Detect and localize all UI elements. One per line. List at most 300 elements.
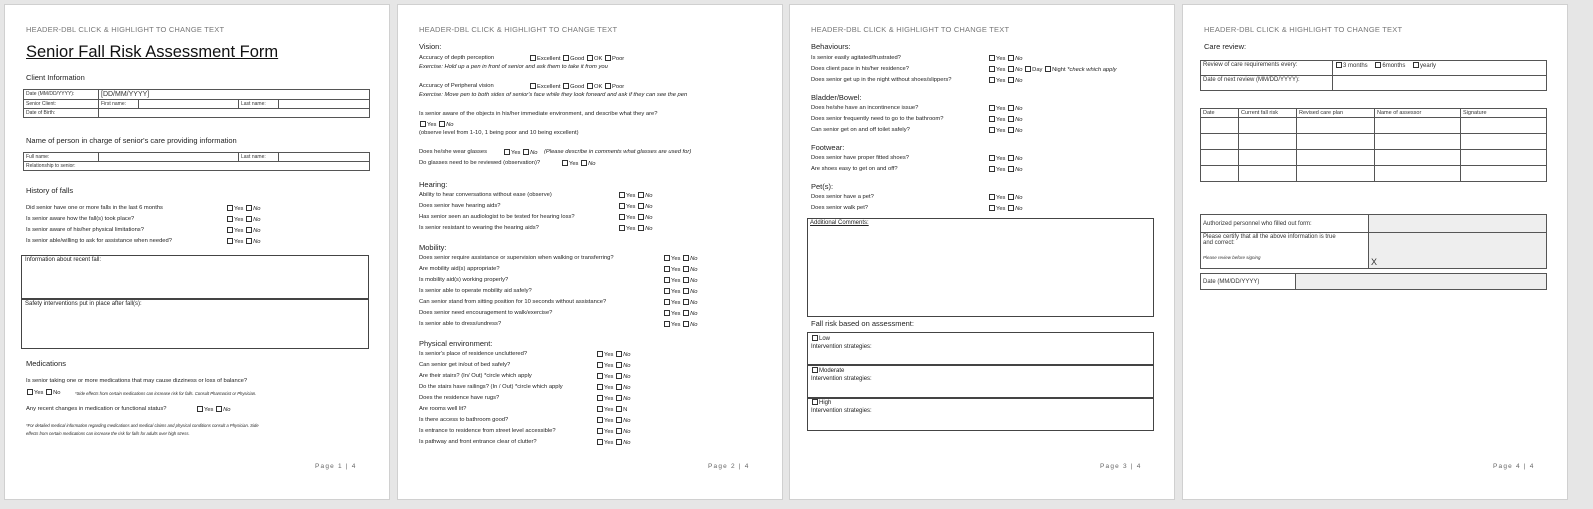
footwear-heading: Footwear:: [811, 143, 845, 152]
yes-label: Yes: [996, 128, 1006, 134]
no-label: No: [623, 429, 631, 435]
yn-group: [618, 203, 653, 210]
no-checkbox[interactable]: [683, 310, 689, 316]
no-checkbox[interactable]: [1008, 155, 1014, 161]
yn-group: [618, 192, 653, 199]
date-field[interactable]: [1296, 274, 1547, 290]
no-checkbox[interactable]: [439, 121, 445, 127]
care-review-heading: Care review:: [1204, 42, 1247, 51]
yes-checkbox[interactable]: [197, 406, 203, 412]
yes-label: Yes: [996, 78, 1006, 84]
yes-label: Yes: [569, 161, 579, 167]
no-label: No: [645, 226, 653, 232]
cell[interactable]: [1201, 118, 1239, 134]
no-checkbox[interactable]: [616, 373, 622, 379]
bladder-q2: Does senior frequently need to go to the bathroom?: [811, 116, 944, 122]
no-checkbox[interactable]: [216, 406, 222, 412]
periph-exercise: Exercise: Move pen to both sides of senior's face while they look forward and ask if they can see the pen: [419, 92, 688, 98]
no-label: N: [623, 407, 628, 413]
yes-checkbox[interactable]: [989, 77, 995, 83]
yes-checkbox[interactable]: [989, 194, 995, 200]
physical-q3: Are their stairs? (In/ Out) *circle which apply: [419, 373, 532, 379]
yes-checkbox[interactable]: [664, 288, 670, 294]
cell[interactable]: [1461, 118, 1547, 134]
yes-label: Yes: [996, 206, 1006, 212]
yes-checkbox[interactable]: [989, 105, 995, 111]
certify-cell: [1201, 233, 1369, 269]
auth-label: Authorized personnel who filled out form:: [1201, 215, 1369, 233]
header-text[interactable]: HEADER-DBL CLICK & HIGHLIGHT TO CHANGE TEXT: [1204, 25, 1403, 34]
cell[interactable]: [1297, 150, 1375, 166]
low-interv-label: Intervention strategies:: [811, 344, 872, 350]
comments-box[interactable]: [807, 218, 1154, 317]
observe-note: (observe level from 1-10, 1 being poor and 10 being excellent): [419, 130, 579, 136]
page-number: Page 2 | 4: [708, 463, 750, 470]
cell[interactable]: [1375, 166, 1461, 182]
yes-checkbox[interactable]: [597, 373, 603, 379]
cell[interactable]: [1239, 134, 1297, 150]
night-checkbox[interactable]: [1045, 66, 1051, 72]
cell[interactable]: [1201, 150, 1239, 166]
page-number: Page 3 | 4: [1100, 463, 1142, 470]
yes-checkbox[interactable]: [664, 255, 670, 261]
cell[interactable]: [1375, 134, 1461, 150]
review-every-label: Review of care requirements every:: [1201, 61, 1333, 76]
beh-q2: Does client pace in his/her residence?: [811, 66, 909, 72]
yes-label: Yes: [604, 374, 614, 380]
signature-x: X: [1371, 257, 1378, 267]
no-label: No: [223, 407, 231, 413]
auth-field[interactable]: [1369, 215, 1547, 233]
next-review-field[interactable]: [1333, 76, 1547, 91]
6-months-label: 6months: [1382, 63, 1406, 69]
yes-checkbox[interactable]: [597, 439, 603, 445]
page-4: [1182, 4, 1568, 500]
physical-q8: Is entrance to residence from street level accessible?: [419, 428, 556, 434]
dob-label: Date of Birth:: [24, 109, 99, 118]
yes-label: Yes: [604, 407, 614, 413]
review-table: [1200, 60, 1547, 91]
no-label: No: [690, 267, 698, 273]
yn-group: [618, 214, 653, 221]
no-checkbox[interactable]: [246, 205, 252, 211]
yes-checkbox[interactable]: [619, 203, 625, 209]
no-checkbox[interactable]: [638, 214, 644, 220]
history-q1: Did senior have one or more falls in the last 6 months: [26, 205, 163, 211]
physical-q7: Is there access to bathroom good?: [419, 417, 509, 423]
glasses-review-yn: [561, 160, 596, 167]
hearing-heading: Hearing:: [419, 180, 448, 189]
footnote-line-2: effects from certain medications can increase the risk for falls for adults over high stress.: [26, 431, 190, 436]
periph-question: Accuracy of Peripheral vision: [419, 83, 494, 89]
yes-label: Yes: [604, 352, 614, 358]
bladder-q3: Can senior get on and off toilet safely?: [811, 127, 910, 133]
yes-label: Yes: [671, 278, 681, 284]
physical-heading: Physical environment:: [419, 339, 493, 348]
no-checkbox[interactable]: [1008, 205, 1014, 211]
yes-label: Yes: [604, 385, 614, 391]
poor-checkbox[interactable]: [605, 83, 611, 89]
no-checkbox[interactable]: [616, 406, 622, 412]
yn-group: [988, 194, 1023, 201]
3-months-label: 3 months: [1343, 63, 1368, 69]
med-q1-yn: [26, 389, 61, 396]
aware-objects-question: Is senior aware of the objects in his/her immediate environment, and describe what they are?: [419, 111, 658, 117]
col-name-of-assessor: Name of assessor: [1375, 109, 1461, 118]
person-table: [23, 152, 370, 171]
yes-checkbox[interactable]: [420, 121, 426, 127]
yes-label: Yes: [996, 156, 1006, 162]
last-name-field-2[interactable]: [279, 153, 370, 162]
yn-group: [663, 255, 698, 262]
yes-label: Yes: [234, 217, 244, 223]
yes-checkbox[interactable]: [664, 310, 670, 316]
yn-group: [663, 310, 698, 317]
yes-checkbox[interactable]: [989, 166, 995, 172]
excellent-checkbox[interactable]: [530, 55, 536, 61]
no-checkbox[interactable]: [638, 203, 644, 209]
yn-group: [663, 321, 698, 328]
date-label: Date (MM/DD/YYYY): [1201, 274, 1296, 290]
no-checkbox[interactable]: [683, 277, 689, 283]
history-heading: History of falls: [26, 186, 74, 195]
yes-label: Yes: [604, 396, 614, 402]
no-label: No: [1015, 195, 1023, 201]
yes-checkbox[interactable]: [597, 406, 603, 412]
check-apply-note: *check which apply: [1067, 67, 1117, 73]
footnote-line-1: *For detailed medical information regarding medications and medical claims and physical conditions consult a Physician. Side: [26, 423, 259, 428]
moderate-checkbox[interactable]: [812, 367, 818, 373]
no-checkbox[interactable]: [581, 160, 587, 166]
no-checkbox[interactable]: [616, 417, 622, 423]
yn-group: [226, 227, 261, 234]
low-risk-option: [811, 335, 830, 342]
no-label: No: [253, 217, 261, 223]
low-checkbox[interactable]: [812, 335, 818, 341]
yes-label: Yes: [671, 311, 681, 317]
no-checkbox[interactable]: [616, 395, 622, 401]
signature-field[interactable]: [1369, 233, 1547, 269]
yes-checkbox[interactable]: [562, 160, 568, 166]
yes-checkbox[interactable]: [989, 205, 995, 211]
yes-checkbox[interactable]: [619, 192, 625, 198]
no-label: No: [1015, 117, 1023, 123]
physical-q4: Do the stairs have railings? (In / Out) *circle which apply: [419, 384, 563, 390]
poor-label: Poor: [611, 56, 625, 62]
next-review-label: Date of next review (MM/DD/YYYY):: [1201, 76, 1333, 91]
no-checkbox[interactable]: [638, 192, 644, 198]
6-months-checkbox[interactable]: [1375, 62, 1381, 68]
yes-checkbox[interactable]: [227, 205, 233, 211]
yes-checkbox[interactable]: [27, 389, 33, 395]
yn-group: [226, 238, 261, 245]
yes-checkbox[interactable]: [597, 351, 603, 357]
day-checkbox[interactable]: [1025, 66, 1031, 72]
no-label: No: [690, 300, 698, 306]
med-q2-yn: [196, 406, 231, 413]
col-date: Date: [1201, 109, 1239, 118]
moderate-interv-label: Intervention strategies:: [811, 376, 872, 382]
no-checkbox[interactable]: [246, 227, 252, 233]
no-label: No: [690, 256, 698, 262]
cell[interactable]: [1239, 118, 1297, 134]
yn-group: [988, 55, 1023, 62]
mobility-q1: Does senior require assistance or supervision when walking or transferring?: [419, 255, 614, 261]
yes-label: Yes: [996, 117, 1006, 123]
yes-checkbox[interactable]: [664, 266, 670, 272]
no-checkbox[interactable]: [616, 384, 622, 390]
mobility-q6: Does senior need encouragement to walk/exercise?: [419, 310, 553, 316]
no-label: No: [53, 390, 61, 396]
date-table: [1200, 273, 1547, 290]
no-checkbox[interactable]: [616, 351, 622, 357]
table-row: [1201, 118, 1547, 134]
yes-checkbox[interactable]: [989, 127, 995, 133]
yearly-label: yearly: [1420, 63, 1437, 69]
no-checkbox[interactable]: [683, 266, 689, 272]
certify-line-1: Please certify that all the above information is true: [1203, 234, 1336, 240]
yes-label: Yes: [604, 363, 614, 369]
yes-label: Yes: [671, 267, 681, 273]
ok-checkbox[interactable]: [587, 83, 593, 89]
bladder-heading: Bladder/Bowel:: [811, 93, 862, 102]
pets-heading: Pet(s):: [811, 182, 834, 191]
yes-checkbox[interactable]: [597, 395, 603, 401]
yes-label: Yes: [996, 195, 1006, 201]
cell[interactable]: [1239, 166, 1297, 182]
3-months-checkbox[interactable]: [1336, 62, 1342, 68]
no-checkbox[interactable]: [638, 225, 644, 231]
table-row: [1201, 150, 1547, 166]
good-label: Good: [570, 56, 585, 62]
good-label: Good: [570, 84, 585, 90]
no-checkbox[interactable]: [616, 439, 622, 445]
no-label: No: [446, 122, 454, 128]
no-checkbox[interactable]: [1008, 194, 1014, 200]
safety-label: Safety interventions put in place after fall(s):: [25, 301, 142, 307]
no-checkbox[interactable]: [1008, 66, 1014, 72]
no-label: No: [1015, 106, 1023, 112]
yes-label: Yes: [671, 256, 681, 262]
cell[interactable]: [1461, 150, 1547, 166]
no-checkbox[interactable]: [1008, 55, 1014, 61]
page-number: Page 1 | 4: [315, 463, 357, 470]
yes-checkbox[interactable]: [989, 116, 995, 122]
no-label: No: [690, 322, 698, 328]
no-checkbox[interactable]: [683, 288, 689, 294]
yn-group: [596, 395, 631, 402]
yes-label: Yes: [996, 56, 1006, 62]
yn-group: [988, 166, 1023, 173]
high-label: High: [819, 400, 832, 406]
no-label: No: [1015, 56, 1023, 62]
yes-checkbox[interactable]: [664, 277, 670, 283]
yn-group: [988, 205, 1023, 212]
aware-objects-yn: [419, 121, 454, 128]
cell[interactable]: [1375, 150, 1461, 166]
full-name-field[interactable]: [99, 153, 239, 162]
review-interval-options: [1333, 61, 1547, 76]
yes-label: Yes: [604, 440, 614, 446]
cell[interactable]: [1201, 166, 1239, 182]
col-revised-care-plan: Revised care plan: [1297, 109, 1375, 118]
poor-checkbox[interactable]: [605, 55, 611, 61]
no-checkbox[interactable]: [1008, 127, 1014, 133]
yn-group: [596, 406, 627, 413]
yes-label: Yes: [996, 106, 1006, 112]
yes-label: Yes: [234, 228, 244, 234]
moderate-label: Moderate: [819, 368, 845, 374]
no-label: No: [1015, 67, 1023, 73]
excellent-label: Excellent: [537, 84, 561, 90]
yn-group: [988, 127, 1023, 134]
periph-rating: [529, 83, 624, 90]
cell[interactable]: [1461, 166, 1547, 182]
no-label: No: [1015, 167, 1023, 173]
yes-label: Yes: [511, 150, 521, 156]
med-q1: Is senior taking one or more medications that may cause dizziness or loss of balance?: [26, 378, 248, 384]
yes-checkbox[interactable]: [664, 299, 670, 305]
table-row: [1201, 134, 1547, 150]
no-label: No: [690, 311, 698, 317]
person-in-charge-heading: Name of person in charge of senior's care providing information: [26, 136, 237, 145]
yn-group: [596, 439, 631, 446]
client-info-table: [23, 89, 370, 118]
no-checkbox[interactable]: [1008, 116, 1014, 122]
page-3: [789, 4, 1175, 500]
senior-client-label: Senior Client:: [24, 100, 99, 109]
yes-checkbox[interactable]: [227, 227, 233, 233]
dob-field[interactable]: [99, 109, 370, 118]
cell[interactable]: [1297, 118, 1375, 134]
no-checkbox[interactable]: [1008, 166, 1014, 172]
page-2: [397, 4, 783, 500]
header-text[interactable]: HEADER-DBL CLICK & HIGHLIGHT TO CHANGE TEXT: [26, 25, 225, 34]
no-checkbox[interactable]: [246, 238, 252, 244]
no-label: No: [623, 352, 631, 358]
no-checkbox[interactable]: [246, 216, 252, 222]
yes-label: Yes: [996, 67, 1006, 73]
no-checkbox[interactable]: [523, 149, 529, 155]
yes-label: Yes: [427, 122, 437, 128]
good-checkbox[interactable]: [563, 83, 569, 89]
yes-label: Yes: [671, 322, 681, 328]
yn-group: [663, 288, 698, 295]
no-checkbox[interactable]: [1008, 77, 1014, 83]
yes-checkbox[interactable]: [619, 225, 625, 231]
yes-checkbox[interactable]: [989, 155, 995, 161]
cell[interactable]: [1297, 166, 1375, 182]
full-name-label: Full name:: [24, 153, 99, 162]
yes-checkbox[interactable]: [597, 362, 603, 368]
night-label: Night: [1052, 67, 1066, 73]
authorization-table: [1200, 214, 1547, 269]
header-text[interactable]: HEADER-DBL CLICK & HIGHLIGHT TO CHANGE TEXT: [811, 25, 1010, 34]
yes-checkbox[interactable]: [664, 321, 670, 327]
client-info-heading: Client Information: [26, 73, 85, 82]
no-checkbox[interactable]: [616, 428, 622, 434]
high-risk-box[interactable]: [807, 398, 1154, 431]
yes-checkbox[interactable]: [597, 384, 603, 390]
yes-checkbox[interactable]: [619, 214, 625, 220]
no-label: No: [623, 385, 631, 391]
yes-checkbox[interactable]: [227, 238, 233, 244]
yn-group: [596, 362, 631, 369]
no-label: No: [690, 278, 698, 284]
physical-q2: Can senior get in/out of bed safely?: [419, 362, 511, 368]
yes-checkbox[interactable]: [989, 55, 995, 61]
yes-checkbox[interactable]: [597, 428, 603, 434]
yn-group: [596, 384, 631, 391]
yes-label: Yes: [671, 289, 681, 295]
hearing-q1: Ability to hear conversations without ease (observe): [419, 192, 552, 198]
hearing-q2: Does senior have hearing aids?: [419, 203, 501, 209]
physical-q9: Is pathway and front entrance clear of clutter?: [419, 439, 537, 445]
yn-group: [663, 277, 698, 284]
header-text[interactable]: HEADER-DBL CLICK & HIGHLIGHT TO CHANGE TEXT: [419, 25, 618, 34]
high-interv-label: Intervention strategies:: [811, 408, 872, 414]
yn-group: [988, 116, 1023, 123]
date-field[interactable]: [DD/MM/YYYY]: [99, 90, 370, 100]
cell[interactable]: [1201, 134, 1239, 150]
ok-checkbox[interactable]: [587, 55, 593, 61]
certify-line-2: and correct:: [1203, 240, 1235, 246]
col-current-fall-risk: Current fall risk: [1239, 109, 1297, 118]
med-note: *Side effects from certain medications can increase risk for falls. Consult Pharmacist or Physician.: [75, 391, 257, 396]
high-checkbox[interactable]: [812, 399, 818, 405]
beh-q1: Is senior easily agitated/frustrated?: [811, 55, 901, 61]
cell[interactable]: [1297, 134, 1375, 150]
yes-checkbox[interactable]: [989, 66, 995, 72]
first-name-field[interactable]: [139, 100, 239, 109]
no-checkbox[interactable]: [616, 362, 622, 368]
col-signature: Signature: [1461, 109, 1547, 118]
no-checkbox[interactable]: [683, 299, 689, 305]
mobility-q7: Is senior able to dress/undress?: [419, 321, 502, 327]
good-checkbox[interactable]: [563, 55, 569, 61]
last-name-field[interactable]: [279, 100, 370, 109]
yn-group: [596, 428, 631, 435]
no-checkbox[interactable]: [683, 321, 689, 327]
yn-group: [988, 77, 1023, 84]
yes-checkbox[interactable]: [227, 216, 233, 222]
yes-checkbox[interactable]: [597, 417, 603, 423]
no-checkbox[interactable]: [46, 389, 52, 395]
last-name-label: Last name:: [239, 100, 279, 109]
cell[interactable]: [1239, 150, 1297, 166]
yes-label: Yes: [626, 226, 636, 232]
recent-fall-label: Information about recent fall:: [25, 257, 102, 263]
cell[interactable]: [1461, 134, 1547, 150]
yes-checkbox[interactable]: [504, 149, 510, 155]
excellent-checkbox[interactable]: [530, 83, 536, 89]
yes-label: Yes: [996, 167, 1006, 173]
high-risk-option: [811, 399, 831, 406]
no-checkbox[interactable]: [1008, 105, 1014, 111]
last-name-label-2: Last name:: [239, 153, 279, 162]
care-plan-table: [1200, 108, 1547, 182]
no-label: No: [623, 418, 631, 424]
physical-q1: Is senior's place of residence uncluttered?: [419, 351, 528, 357]
cell[interactable]: [1375, 118, 1461, 134]
hearing-q4: Is senior resistant to wearing the hearing aids?: [419, 225, 539, 231]
no-label: No: [623, 396, 631, 402]
no-label: No: [623, 363, 631, 369]
yearly-checkbox[interactable]: [1413, 62, 1419, 68]
no-checkbox[interactable]: [683, 255, 689, 261]
poor-label: Poor: [611, 84, 625, 90]
moderate-risk-option: [811, 367, 844, 374]
